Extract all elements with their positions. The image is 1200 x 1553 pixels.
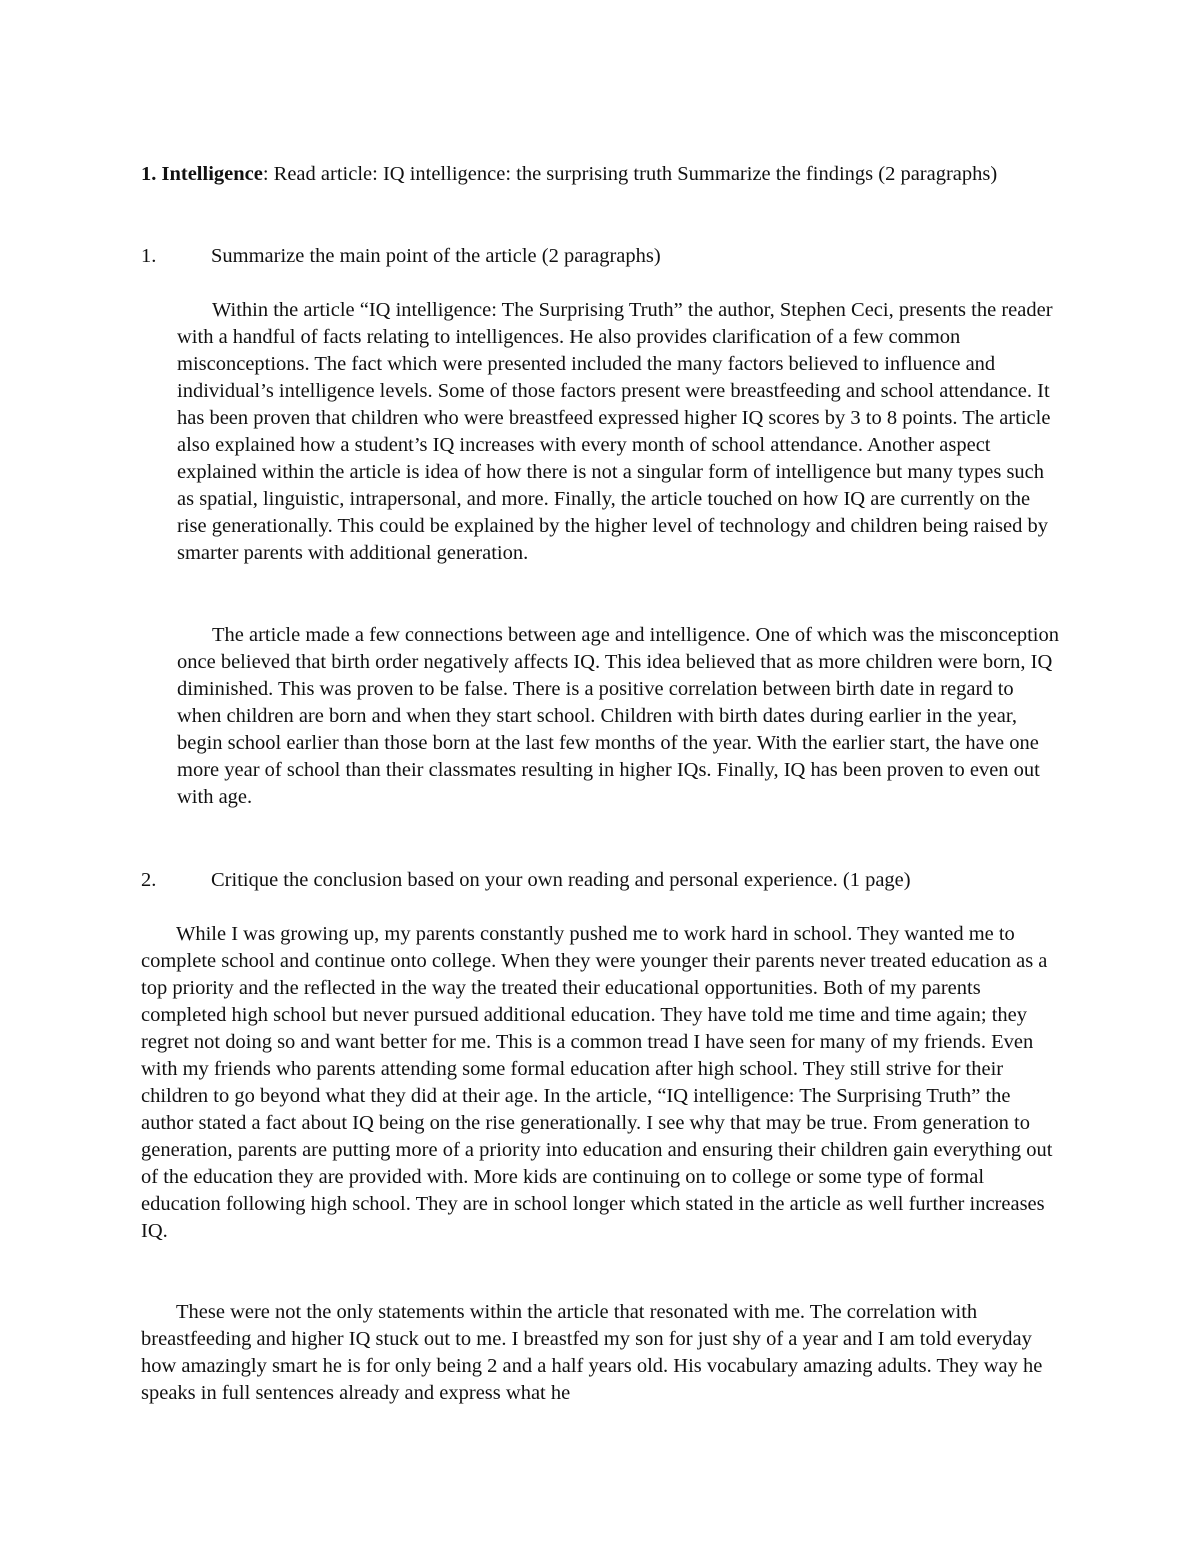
heading-number: 1.: [141, 163, 157, 185]
heading-description: : Read article: IQ intelligence: the surprising truth Summarize the findings (2 paragraphs): [262, 163, 998, 185]
question-2: [141, 867, 1081, 894]
question-2-number: 2.: [141, 869, 157, 891]
heading-title: Intelligence: [161, 163, 263, 185]
question-1-number: 1.: [141, 245, 157, 267]
question-1-text: Summarize the main point of the article (2 paragraphs): [211, 245, 661, 267]
assignment-heading: [141, 161, 1061, 188]
question-2-text: Critique the conclusion based on your own reading and personal experience. (1 page): [211, 869, 911, 891]
summary-paragraph-2: The article made a few connections between age and intelligence. One of which was the misconception once believed that birth order negatively affects IQ. This idea believed that as more children were born, IQ diminished. This was proven to be false. There is a positive correlation between birth date in regard to when children are born and when they start school. Children with birth dates during earlier in the year, begin school earlier than those born at the last few months of the year. With the earlier start, the have one more year of school than their classmates resulting in higher IQs. Finally, IQ has been proven to even out with age.: [177, 624, 1059, 808]
critique-paragraph-2: These were not the only statements within the article that resonated with me. The correlation with breastfeeding and higher IQ stuck out to me. I breastfed my son for just shy of a year and I am told everyday how amazingly smart he is for only being 2 and a half years old. His vocabulary amazing adults. They way he speaks in full sentences already and express what he: [141, 1301, 1043, 1404]
summary-paragraph-1: Within the article “IQ intelligence: The Surprising Truth” the author, Stephen Ceci, presents the reader with a handful of facts relating to intelligences. He also provides clarification of a few common misconceptions. The fact which were presented included the many factors believed to influence and individual’s intelligence levels. Some of those factors present were breastfeeding and school attendance. It has been proven that children who were breastfeed expressed higher IQ scores by 3 to 8 points. The article also explained how a student’s IQ increases with every month of school attendance. Another aspect explained within the article is idea of how there is not a singular form of intelligence but many types such as spatial, linguistic, intrapersonal, and more. Finally, the article touched on how IQ are currently on the rise generationally. This could be explained by the higher level of technology and children being raised by smarter parents with additional generation.: [177, 299, 1053, 564]
critique-paragraph-1: While I was growing up, my parents constantly pushed me to work hard in school. They wanted me to complete school and continue onto college. When they were younger their parents never treated education as a top priority and the reflected in the way the treated their educational opportunities. Both of my parents completed high school but never pursued additional education. They have told me time and time again; they regret not doing so and want better for me. This is a common tread I have seen for many of my friends. Even with my friends who parents attending some formal education after high school. They still strive for their children to go beyond what they did at their age. In the article, “IQ intelligence: The Surprising Truth” the author stated a fact about IQ being on the rise generationally. I see why that may be true. From generation to generation, parents are putting more of a priority into education and ensuring their children gain everything out of the education they are provided with. More kids are continuing on to college or some type of formal education following high school. They are in school longer which stated in the article as well further increases IQ.: [141, 923, 1053, 1242]
question-1: [141, 243, 1081, 270]
